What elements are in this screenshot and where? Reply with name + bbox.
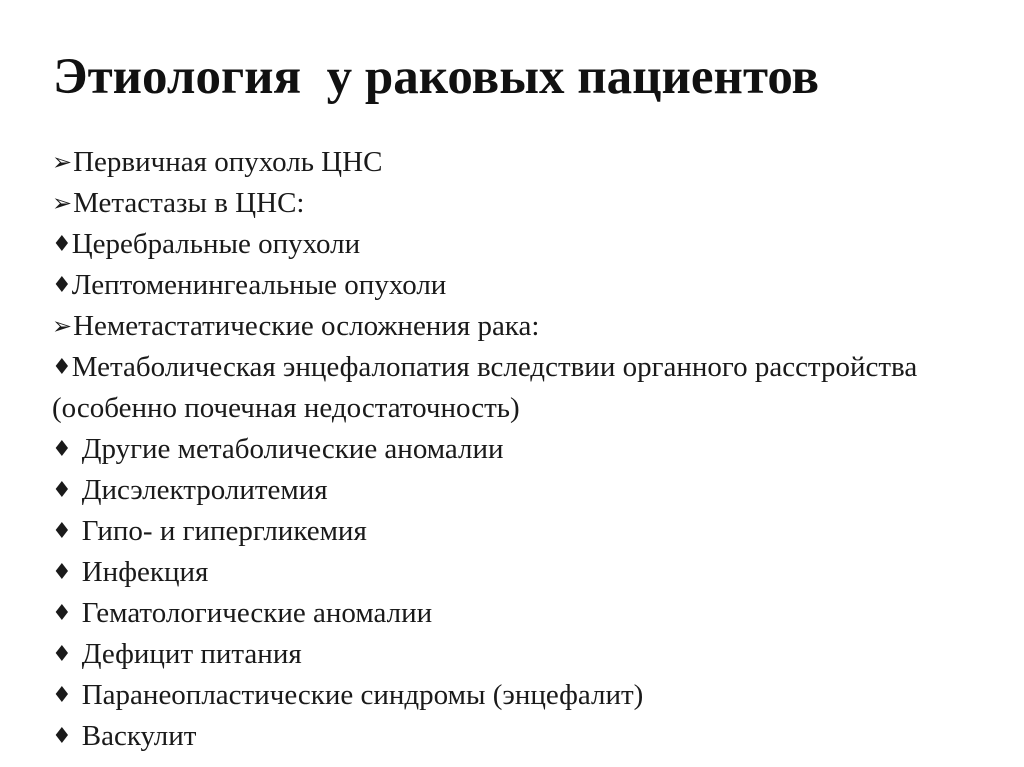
list-item-other-metabolic-anomalies xyxy=(52,429,992,470)
list-item-text: Другие метаболические аномалии xyxy=(81,433,504,465)
list-item-primary-cns-tumor xyxy=(52,142,992,183)
list-item-leptomeningeal-tumors xyxy=(52,265,992,306)
list-item-text: Дисэлектролитемия xyxy=(81,474,328,506)
list-item-text: Дефицит питания xyxy=(81,638,302,670)
diamond-bullet-icon: ♦ xyxy=(52,355,72,380)
list-item-text: Метаболическая энцефалопатия вследствии органного расстройства (особенно почечная недостаточность) xyxy=(52,351,918,424)
list-item-text: Васкулит xyxy=(81,720,197,752)
list-item-nonmetastatic-complications xyxy=(52,306,992,347)
list-item-text: Неметастатические осложнения рака: xyxy=(73,310,540,342)
list-item-text: Гипо- и гипергликемия xyxy=(81,515,367,547)
diamond-bullet-icon: ♦ xyxy=(52,519,72,544)
list-item-hematologic-anomalies xyxy=(52,593,992,634)
list-item-text: Метастазы в ЦНС: xyxy=(73,187,305,219)
arrow-bullet-icon: ➢ xyxy=(52,148,73,176)
list-item-vasculitis xyxy=(52,716,992,757)
diamond-bullet-icon: ♦ xyxy=(52,724,72,749)
arrow-bullet-icon: ➢ xyxy=(52,312,73,340)
list-item-text: Паранеопластические синдромы (энцефалит) xyxy=(81,679,644,711)
list-item-text: Церебральные опухоли xyxy=(71,228,361,260)
list-item-cns-metastases xyxy=(52,183,992,224)
list-item-text: Первичная опухоль ЦНС xyxy=(73,146,383,178)
list-item-cerebral-tumors xyxy=(52,224,992,265)
arrow-bullet-icon: ➢ xyxy=(52,189,73,217)
list-item-hypo-hyperglycemia xyxy=(52,511,992,552)
list-item-nutritional-deficit xyxy=(52,634,992,675)
diamond-bullet-icon: ♦ xyxy=(52,437,72,462)
list-item-text: Инфекция xyxy=(81,556,209,588)
list-item-dyselectrolytemia xyxy=(52,470,992,511)
list-item-infection xyxy=(52,552,992,593)
diamond-bullet-icon: ♦ xyxy=(52,478,72,503)
list-item-paraneoplastic-syndromes xyxy=(52,675,992,716)
list-item-text: Лептоменингеальные опухоли xyxy=(71,269,447,301)
list-item-text: Гематологические аномалии xyxy=(81,597,433,629)
diamond-bullet-icon: ♦ xyxy=(52,273,72,298)
diamond-bullet-icon: ♦ xyxy=(52,560,72,585)
diamond-bullet-icon: ♦ xyxy=(52,642,72,667)
slide-title: Этиология у раковых пациентов xyxy=(53,49,820,105)
diamond-bullet-icon: ♦ xyxy=(52,683,72,708)
diamond-bullet-icon: ♦ xyxy=(52,232,72,257)
bullet-list xyxy=(52,142,992,757)
diamond-bullet-icon: ♦ xyxy=(52,601,72,626)
list-item-metabolic-encephalopathy xyxy=(52,347,992,429)
